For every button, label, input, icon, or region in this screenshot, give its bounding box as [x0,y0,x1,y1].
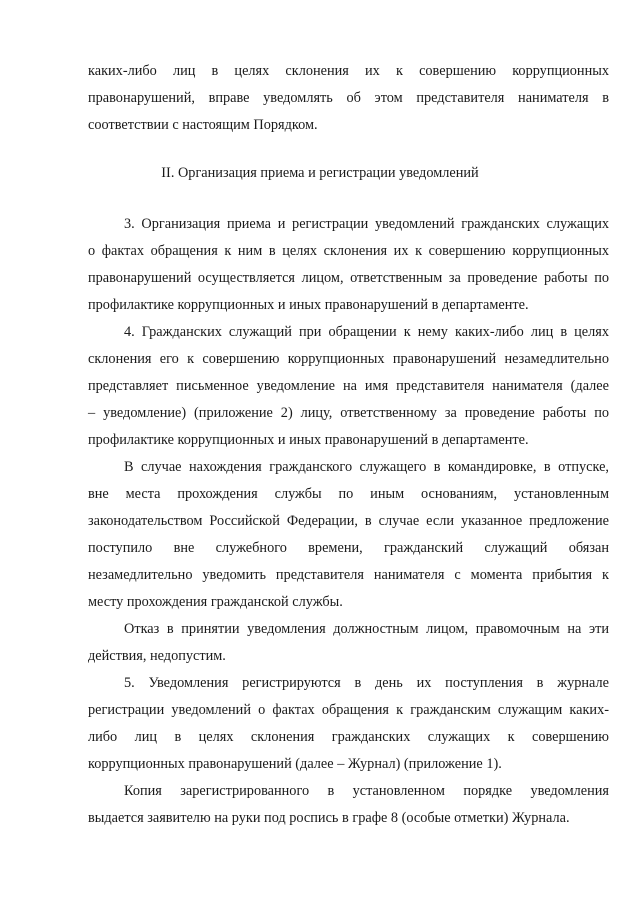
text-line: регистрации уведомлений о фактах обращения к гражданским служащим каких- [88,702,609,718]
text-line: 4. Гражданских служащий при обращении к нему каких-либо лиц в целях [124,324,609,340]
text-line: 3. Организация приема и регистрации уведомлений гражданских служащих [124,216,609,232]
text-line: профилактике коррупционных и иных правонарушений в департаменте. [88,297,529,313]
text-line: Копия зарегистрированного в установленном порядке уведомления [124,783,609,799]
text-line: правонарушений осуществляется лицом, ответственным за проведение работы по [88,270,609,286]
text-line: – уведомление) (приложение 2) лицу, ответственному за проведение работы по [88,405,609,421]
text-line: профилактике коррупционных и иных правонарушений в департаменте. [88,432,529,448]
text-line: выдается заявителю на руки под роспись в графе 8 (особые отметки) Журнала. [88,810,570,826]
text-line: законодательством Российской Федерации, в случае если указанное предложение [88,513,609,529]
section-heading: II. Организация приема и регистрации уведомлений [161,165,479,181]
text-line: 5. Уведомления регистрируются в день их поступления в журнале [124,675,609,691]
text-line: поступило вне служебного времени, гражданский служащий обязан [88,540,609,556]
text-line: либо лиц в целях склонения гражданских служащих к совершению [88,729,609,745]
text-line: действия, недопустим. [88,648,226,664]
text-line: месту прохождения гражданской службы. [88,594,343,610]
text-line: коррупционных правонарушений (далее – Журнал) (приложение 1). [88,756,502,772]
text-line: вне места прохождения службы по иным основаниям, установленным [88,486,609,502]
text-line: правонарушений, вправе уведомлять об этом представителя нанимателя в [88,90,609,106]
text-line: склонения его к совершению коррупционных правонарушений незамедлительно [88,351,609,367]
text-line: Отказ в принятии уведомления должностным лицом, правомочным на эти [124,621,609,637]
text-line: представляет письменное уведомление на имя представителя нанимателя (далее [88,378,609,394]
text-line: о фактах обращения к ним в целях склонения их к совершению коррупционных [88,243,609,259]
text-line: каких-либо лиц в целях склонения их к совершению коррупционных [88,63,609,79]
text-line: В случае нахождения гражданского служащего в командировке, в отпуске, [124,459,609,475]
text-line: соответствии с настоящим Порядком. [88,117,318,133]
text-line: незамедлительно уведомить представителя нанимателя с момента прибытия к [88,567,609,583]
